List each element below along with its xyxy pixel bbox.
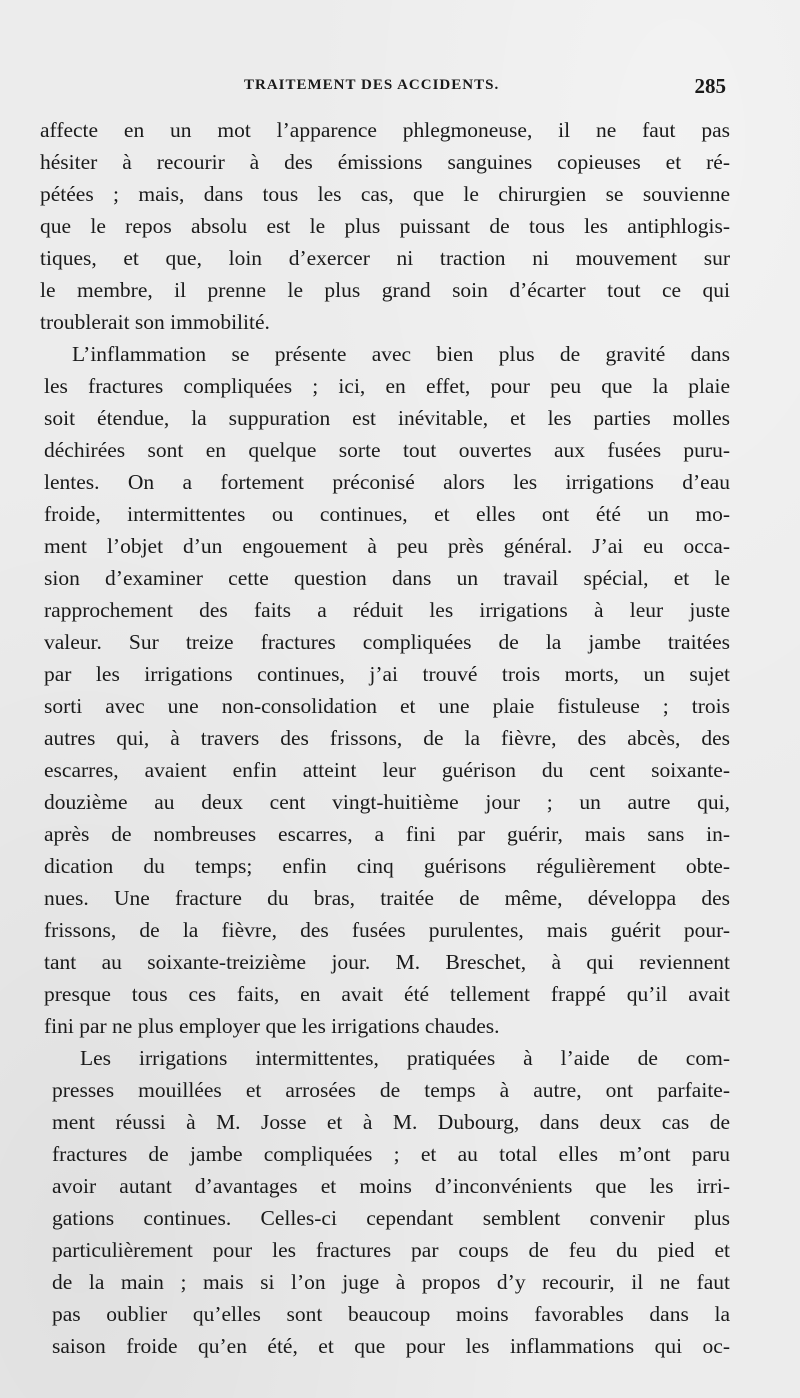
text-line: nues. Une fracture du bras, traitée de même, développa des bbox=[44, 886, 730, 910]
text-line: après de nombreuses escarres, a fini par guérir, mais sans in- bbox=[44, 822, 730, 846]
text-line: ment réussi à M. Josse et à M. Dubourg, dans deux cas de bbox=[52, 1110, 730, 1134]
text-line: que le repos absolu est le plus puissant de tous les antiphlogis- bbox=[40, 214, 730, 238]
text-line: presque tous ces faits, en avait été tellement frappé qu’il avait bbox=[44, 982, 730, 1006]
text-line: autres qui, à travers des frissons, de la fièvre, des abcès, des bbox=[44, 726, 730, 750]
text-line: dication du temps; enfin cinq guérisons régulièrement obte- bbox=[44, 854, 730, 878]
text-line: douzième au deux cent vingt-huitième jour ; un autre qui, bbox=[44, 790, 730, 814]
text-line: par les irrigations continues, j’ai trouvé trois morts, un sujet bbox=[44, 662, 730, 686]
text-line: pas oublier qu’elles sont beaucoup moins favorables dans la bbox=[52, 1302, 730, 1326]
text-line: particulièrement pour les fractures par coups de feu du pied et bbox=[52, 1238, 730, 1262]
text-line: ment l’objet d’un engouement à peu près général. J’ai eu occa- bbox=[44, 534, 730, 558]
text-line: frissons, de la fièvre, des fusées purulentes, mais guérit pour- bbox=[44, 918, 730, 942]
text-line: les fractures compliquées ; ici, en effet, pour peu que la plaie bbox=[44, 374, 730, 398]
paragraph-1 bbox=[40, 114, 730, 338]
text-line: hésiter à recourir à des émissions sanguines copieuses et ré- bbox=[40, 150, 730, 174]
text-line: tiques, et que, loin d’exercer ni traction ni mouvement sur bbox=[40, 246, 730, 270]
text-line: de la main ; mais si l’on juge à propos d’y recourir, il ne faut bbox=[52, 1270, 730, 1294]
running-title: TRAITEMENT DES ACCIDENTS. bbox=[244, 77, 500, 93]
text-line: L’inflammation se présente avec bien plus de gravité dans bbox=[72, 342, 730, 366]
text-line: rapprochement des faits a réduit les irrigations à leur juste bbox=[44, 598, 730, 622]
text-line: fractures de jambe compliquées ; et au total elles m’ont paru bbox=[52, 1142, 730, 1166]
text-line: sorti avec une non-consolidation et une plaie fistuleuse ; trois bbox=[44, 694, 730, 718]
paragraph-2 bbox=[44, 338, 730, 1042]
text-line: lentes. On a fortement préconisé alors les irrigations d’eau bbox=[44, 470, 730, 494]
page-number: 285 bbox=[694, 74, 726, 98]
text-line: déchirées sont en quelque sorte tout ouvertes aux fusées puru- bbox=[44, 438, 730, 462]
text-line: sion d’examiner cette question dans un travail spécial, et le bbox=[44, 566, 730, 590]
text-line: presses mouillées et arrosées de temps à autre, ont parfaite- bbox=[52, 1078, 730, 1102]
text-line: gations continues. Celles-ci cependant semblent convenir plus bbox=[52, 1206, 730, 1230]
text-line: fini par ne plus employer que les irrigations chaudes. bbox=[44, 1014, 500, 1038]
running-head bbox=[40, 74, 730, 102]
body-text bbox=[40, 114, 730, 1362]
text-line: soit étendue, la suppuration est inévitable, et les parties molles bbox=[44, 406, 730, 430]
text-line: avoir autant d’avantages et moins d’inconvénients que les irri- bbox=[52, 1174, 730, 1198]
text-line: troublerait son immobilité. bbox=[40, 310, 270, 334]
text-line: pétées ; mais, dans tous les cas, que le chirurgien se souvienne bbox=[40, 182, 730, 206]
text-line: escarres, avaient enfin atteint leur guérison du cent soixante- bbox=[44, 758, 730, 782]
text-line: Les irrigations intermittentes, pratiquées à l’aide de com- bbox=[80, 1046, 730, 1070]
text-line: valeur. Sur treize fractures compliquées de la jambe traitées bbox=[44, 630, 730, 654]
text-line: froide, intermittentes ou continues, et elles ont été un mo- bbox=[44, 502, 730, 526]
text-line: affecte en un mot l’apparence phlegmoneuse, il ne faut pas bbox=[40, 118, 730, 142]
text-line: le membre, il prenne le plus grand soin d’écarter tout ce qui bbox=[40, 278, 730, 302]
text-line: saison froide qu’en été, et que pour les inflammations qui oc- bbox=[52, 1334, 730, 1358]
text-line: tant au soixante-treizième jour. M. Breschet, à qui reviennent bbox=[44, 950, 730, 974]
paragraph-3 bbox=[52, 1042, 730, 1362]
